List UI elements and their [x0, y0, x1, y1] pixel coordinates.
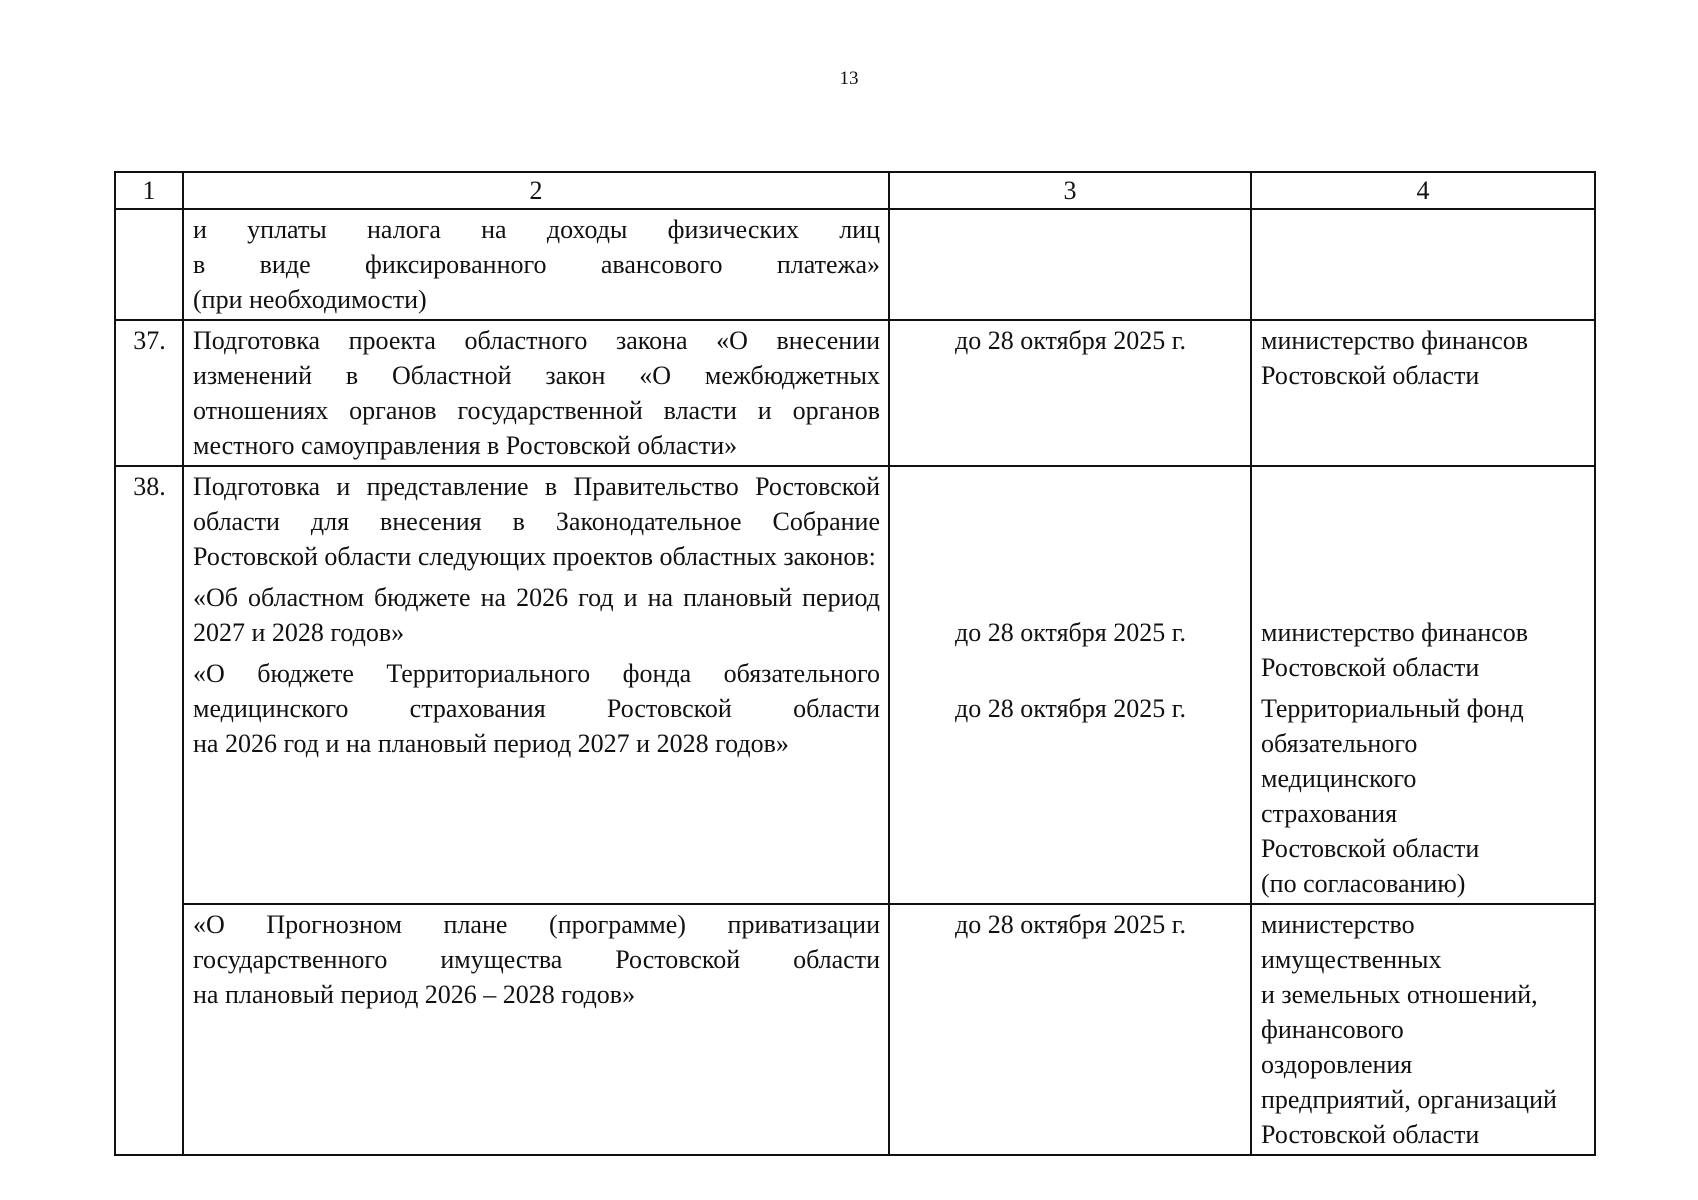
- table-row: [115, 904, 1595, 1155]
- header-col-3: 3: [889, 172, 1251, 209]
- row-cont-line-1: и уплаты налога на доходы физических лиц: [193, 215, 880, 244]
- row-38-item-2-resp: [1261, 691, 1586, 901]
- row-38-num: 38.: [115, 466, 183, 1155]
- row-38-item-1-text: «Об областном бюджете на 2026 год и на плановый период 2027 и 2028 годов»: [193, 583, 880, 647]
- table-header-row: [115, 172, 1595, 209]
- row-38-item-2-line-1: «О бюджете Территориального фонда обязательного: [193, 659, 880, 688]
- resp-line: финансового: [1261, 1015, 1404, 1044]
- row-38-item-2-date: до 28 октября 2025 г.: [955, 694, 1186, 723]
- row-38-item-2-line-3: на 2026 год и на плановый период 2027 и 2028 годов»: [193, 729, 789, 758]
- resp-line: обязательного: [1261, 729, 1418, 758]
- resp-line: министерство финансов: [1261, 618, 1529, 647]
- resp-line: страхования: [1261, 799, 1398, 828]
- header-col-2: 2: [183, 172, 889, 209]
- table-row: [115, 320, 1595, 466]
- row-38-dates: [889, 466, 1251, 904]
- row-37-resp-line: министерство финансов: [1261, 326, 1529, 355]
- row-cont-text: [183, 209, 889, 320]
- row-38-text: [183, 466, 889, 904]
- row-38-item-3-line-1: «О Прогнозном плане (программе) приватизации: [193, 910, 880, 939]
- row-38-item-3-line-3: на плановый период 2026 – 2028 годов»: [193, 980, 636, 1009]
- row-38-resps: [1251, 466, 1595, 904]
- row-37-text: Подготовка проекта областного закона «О внесении изменений в Областной закон «О межбюджетных отношениях органов государственной власти и органов местного самоуправления в Ростовской области»: [183, 320, 889, 466]
- resp-line: (по согласованию): [1261, 869, 1466, 898]
- resp-line: Территориальный фонд: [1261, 694, 1524, 723]
- row-38-item-3-date: до 28 октября 2025 г.: [889, 904, 1251, 1155]
- plan-table: [114, 171, 1596, 1156]
- resp-line: Ростовской области: [1261, 834, 1480, 863]
- table-row: [115, 466, 1595, 904]
- row-cont-resp: [1251, 209, 1595, 320]
- row-38-item-2-line-2: медицинского страхования Ростовской области: [193, 694, 880, 723]
- resp-line: предприятий, организаций: [1261, 1085, 1557, 1114]
- row-38-item-3-text: [183, 904, 889, 1155]
- row-37-resp: [1251, 320, 1595, 466]
- page-number: 13: [839, 68, 859, 89]
- header-col-1: 1: [115, 172, 183, 209]
- resp-line: имущественных: [1261, 945, 1442, 974]
- resp-line: Ростовской области: [1261, 1120, 1480, 1149]
- row-37-resp-line: Ростовской области: [1261, 361, 1480, 390]
- resp-line: оздоровления: [1261, 1050, 1413, 1079]
- row-38-item-1-resp: [1261, 615, 1586, 685]
- row-cont-line-2: в виде фиксированного авансового платежа»: [193, 250, 880, 279]
- resp-line: медицинского: [1261, 764, 1417, 793]
- row-cont-date: [889, 209, 1251, 320]
- table-row: [115, 209, 1595, 320]
- row-cont-line-3: (при необходимости): [193, 285, 427, 314]
- header-col-4: 4: [1251, 172, 1595, 209]
- row-38-item-1-date: до 28 октября 2025 г.: [955, 618, 1186, 647]
- row-37-num: 37.: [115, 320, 183, 466]
- resp-line: министерство: [1261, 910, 1415, 939]
- row-38-item-2-text: [193, 656, 880, 761]
- row-38-item-3-resp: [1251, 904, 1595, 1155]
- row-38-item-3-line-2: государственного имущества Ростовской области: [193, 945, 880, 974]
- row-37-date: до 28 октября 2025 г.: [889, 320, 1251, 466]
- row-cont-num: [115, 209, 183, 320]
- resp-line: Ростовской области: [1261, 653, 1480, 682]
- row-38-intro: Подготовка и представление в Правительство Ростовской области для внесения в Законодательное Собрание Ростовской области следующих проектов областных законов:: [193, 472, 880, 571]
- resp-line: и земельных отношений,: [1261, 980, 1538, 1009]
